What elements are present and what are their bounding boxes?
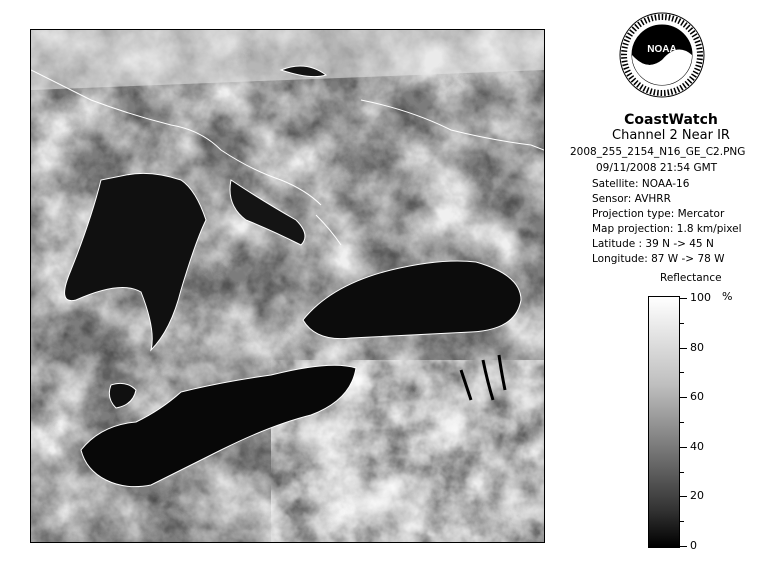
colorbar-tick-label: 100 xyxy=(690,291,711,304)
filename: 2008_255_2154_N16_GE_C2.PNG xyxy=(570,146,746,158)
colorbar-tick xyxy=(680,422,684,423)
map-projection: Map projection: 1.8 km/pixel xyxy=(592,223,742,235)
colorbar-tick xyxy=(680,546,687,547)
legend-title: Reflectance xyxy=(660,272,722,284)
datetime: 09/11/2008 21:54 GMT xyxy=(596,162,718,174)
satellite: Satellite: NOAA-16 xyxy=(592,178,690,190)
longitude-range: Longitude: 87 W -> 78 W xyxy=(592,253,725,265)
colorbar-tick-label: 20 xyxy=(690,489,704,502)
colorbar-tick xyxy=(680,496,687,497)
product-title: CoastWatch xyxy=(624,112,718,128)
colorbar-tick xyxy=(680,348,687,349)
colorbar-tick xyxy=(680,323,684,324)
noaa-logo xyxy=(619,12,705,98)
colorbar-tick-label: 60 xyxy=(690,390,704,403)
projection-type: Projection type: Mercator xyxy=(592,208,725,220)
channel-subtitle: Channel 2 Near IR xyxy=(612,128,730,143)
colorbar-tick-label: 80 xyxy=(690,341,704,354)
colorbar-tick xyxy=(680,521,684,522)
reflectance-colorbar xyxy=(648,296,680,548)
colorbar-tick xyxy=(680,447,687,448)
colorbar-tick-label: 40 xyxy=(690,440,704,453)
colorbar-tick xyxy=(680,298,687,299)
noaa-logo-icon xyxy=(619,12,705,98)
noaa-logo-text: NOAA xyxy=(647,44,677,55)
satellite-map xyxy=(30,29,545,543)
info-panel xyxy=(566,112,776,143)
colorbar-tick xyxy=(680,372,684,373)
colorbar-tick xyxy=(680,472,684,473)
legend-unit: % xyxy=(722,290,733,303)
latitude-range: Latitude : 39 N -> 45 N xyxy=(592,238,714,250)
colorbar-tick-label: 0 xyxy=(690,539,697,552)
colorbar-tick xyxy=(680,397,687,398)
map-image xyxy=(31,30,544,542)
sensor: Sensor: AVHRR xyxy=(592,193,671,205)
